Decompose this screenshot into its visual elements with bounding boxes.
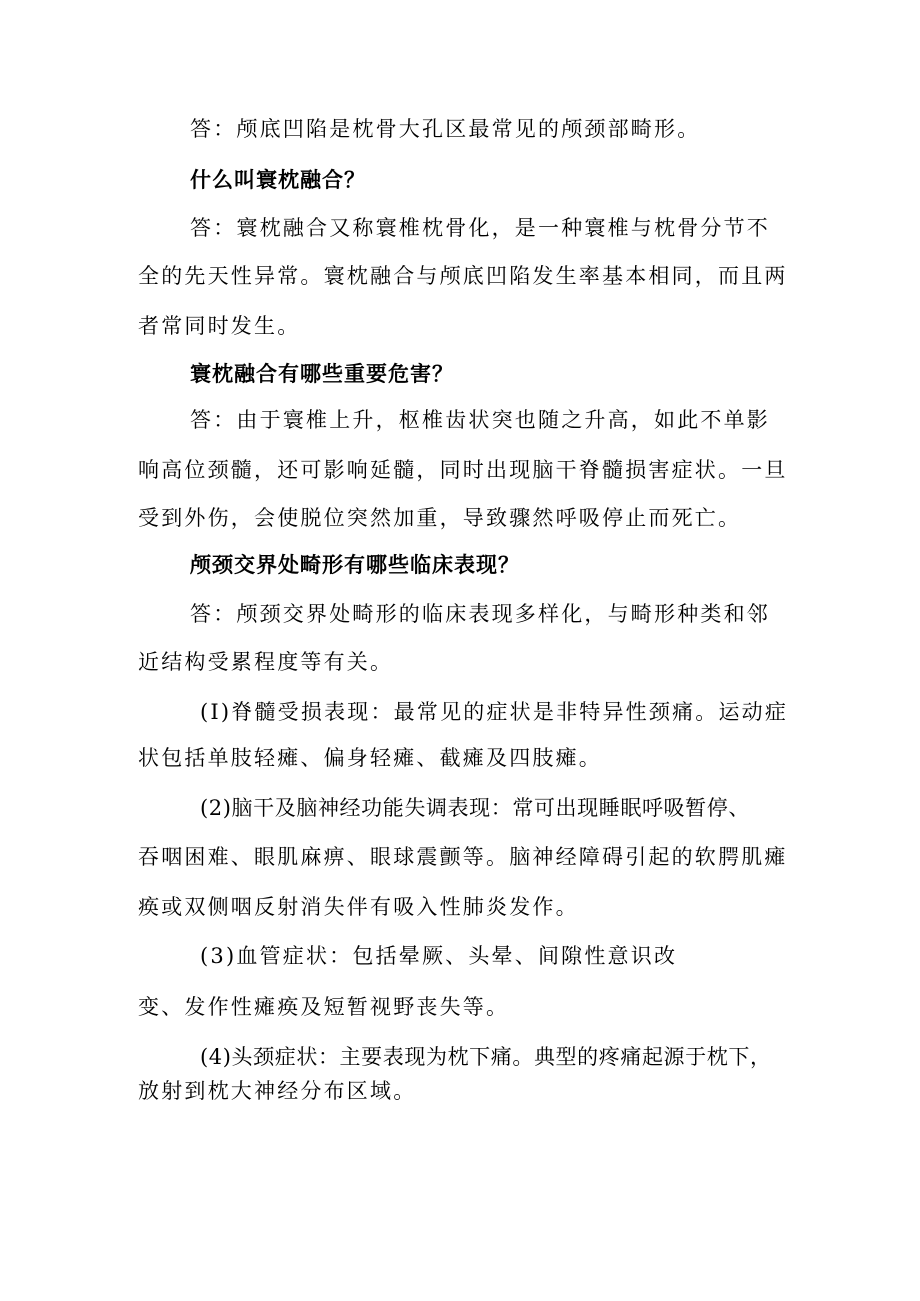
answer-line: 近结构受累程度等有关。 [138, 650, 394, 674]
list-item-line: 吞咽困难、眼肌麻痹、眼球震颤等。脑神经障碍引起的软腭肌瘫 [138, 845, 788, 869]
question-heading: 寰枕融合有哪些重要危害？ [190, 361, 454, 386]
list-item-line: (4)头颈症状：主要表现为枕下痛。典型的疼痛起源于枕下， [200, 1045, 772, 1069]
list-item-line: (I)脊髓受损表现：最常见的症状是非特异性颈痛。运动症 [200, 700, 789, 724]
answer-line: 答：颅底凹陷是枕骨大孔区最常见的颅颈部畸形。 [190, 117, 701, 141]
answer-line: 全的先天性异常。寰枕融合与颅底凹陷发生率基本相同，而且两 [138, 264, 788, 288]
answer-line: 响高位颈髓，还可影响延髓，同时出现脑干脊髓损害症状。一旦 [138, 458, 788, 482]
list-item-line: (3)血管症状：包括晕厥、头晕、间隙性意识改 [200, 944, 678, 968]
list-item-line: (2)脑干及脑神经功能失调表现：常可出现睡眠呼吸暂停、 [200, 796, 750, 820]
answer-line: 者常同时发生。 [138, 314, 301, 338]
list-item-line: 状包括单肢轻瘫、偏身轻瘫、截瘫及四肢瘫。 [138, 746, 602, 770]
list-item-line: 变、发作性瘫痪及短暂视野丧失等。 [138, 995, 510, 1019]
list-item-line: 放射到枕大神经分布区域。 [138, 1079, 417, 1103]
answer-line: 答：寰枕融合又称寰椎枕骨化，是一种寰椎与枕骨分节不 [190, 216, 770, 240]
answer-line: 受到外伤，会使脱位突然加重，导致骤然呼吸停止而死亡。 [138, 506, 742, 530]
question-heading: 颅颈交界处畸形有哪些临床表现？ [190, 552, 520, 577]
question-heading: 什么叫寰枕融合？ [190, 167, 366, 192]
answer-line: 答：由于寰椎上升，枢椎齿状突也随之升高，如此不单影 [190, 408, 770, 432]
list-item-line: 痪或双侧咽反射消失伴有吸入性肺炎发作。 [138, 895, 579, 919]
answer-line: 答：颅颈交界处畸形的临床表现多样化，与畸形种类和邻 [190, 602, 770, 626]
